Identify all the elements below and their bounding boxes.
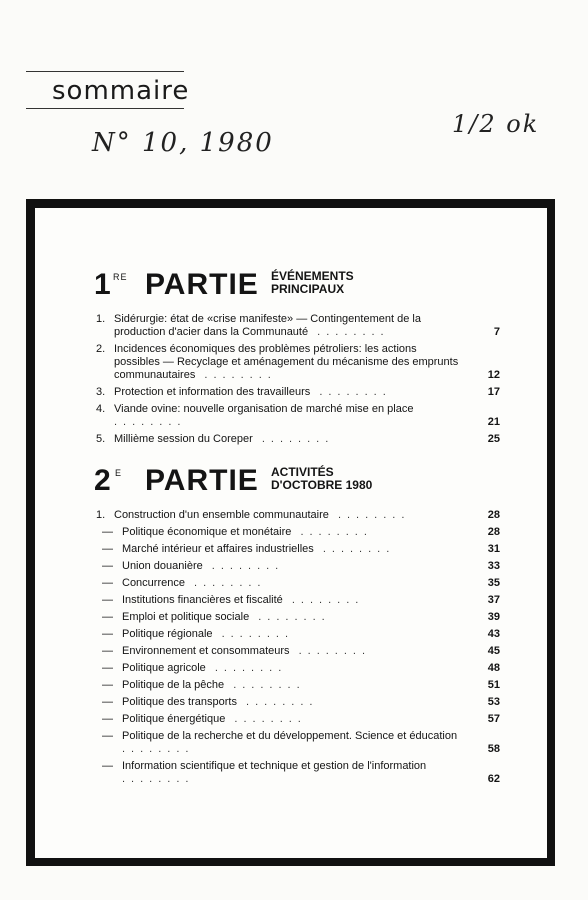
toc-entry-page: 12 [487,369,500,381]
toc-entry-page: 28 [487,509,500,521]
toc-entry-dash: — [102,760,113,772]
toc-entry-page: 39 [487,611,500,623]
toc-entry [96,760,500,786]
leader-dots: ........ [122,743,195,755]
part2-number: 2 [94,464,111,497]
leader-dots: ........ [328,509,411,521]
toc-entry-dash: — [102,577,113,589]
toc-entry-text: Union douanière [122,560,203,572]
toc-entry-page: 37 [487,594,500,606]
part1-subtitle-1: ÉVÉNEMENTS [271,269,354,283]
header-rule-bottom [26,108,184,109]
part1-number-suffix: RE [113,272,128,282]
toc-entry [96,679,500,692]
toc-entry-text: Politique des transports [122,696,237,708]
part2-number-suffix: E [115,468,123,478]
part1-title: PARTIE [145,268,259,301]
toc-entry-page: 25 [487,433,500,445]
handwritten-issue: N° 10, 1980 [92,128,274,158]
toc-entry-number: 5. [96,433,106,445]
leader-dots: ........ [122,773,195,785]
toc-entry [96,386,500,399]
toc-entry-text: Politique régionale [122,628,213,640]
toc-entry-dash: — [102,730,113,742]
toc-entry-page: 21 [487,416,500,428]
toc-entry-text: Politique énergétique [122,713,226,725]
leader-dots: ........ [195,369,277,381]
toc-entry [96,526,500,539]
toc-entry-text: Emploi et politique sociale [122,611,250,623]
toc-entry-text: Politique de la pêche [122,679,225,691]
toc-entry-text: Construction d'un ensemble communautaire [114,509,329,521]
toc-entry-page: 48 [487,662,500,674]
toc-entry-dash: — [102,645,113,657]
toc-entry-dash: — [102,679,113,691]
toc-entry-page: 35 [487,577,500,589]
toc-entry-text: Protection et information des travailleurs [114,386,311,398]
toc-entry [96,713,500,726]
toc-entry-page: 28 [487,526,500,538]
part2-subtitle-1: ACTIVITÉS [271,465,334,479]
toc-entry-dash: — [102,662,113,674]
part1-heading [94,270,414,310]
toc-entry [96,662,500,675]
page-title: sommaire [52,76,190,106]
toc-entry-page: 57 [487,713,500,725]
leader-dots: ........ [212,628,295,640]
leader-dots: ........ [184,577,267,589]
toc-entry [96,628,500,641]
toc-entry-text: Institutions financières et fiscalité [122,594,283,606]
header-rule-top [26,71,184,72]
leader-dots: ........ [310,386,392,398]
toc-entry-page: 58 [487,743,500,755]
toc-entry-page: 31 [487,543,500,555]
toc-entry-dash: — [102,696,113,708]
toc-entry-dash: — [102,594,113,606]
handwritten-note: 1/2 ok [452,110,540,138]
leader-dots: ........ [249,611,331,623]
toc-entry-dash: — [102,611,113,623]
toc-entry-page: 45 [487,645,500,657]
part2-heading [94,466,414,506]
part1-contents [96,313,500,450]
toc-entry [96,543,500,556]
toc-entry-text: Environnement et consommateurs [122,645,290,657]
leader-dots: ........ [225,713,307,725]
toc-entry [96,645,500,658]
leader-dots: ........ [202,560,285,572]
toc-entry-text: Sidérurgie: état de «crise manifeste» — Contingentement de la production d'acier dans la Communauté [114,313,421,338]
toc-entry-page: 51 [487,679,500,691]
toc-entry [96,696,500,709]
leader-dots: ........ [252,433,335,445]
toc-entry-number: 2. [96,343,106,355]
toc-entry [96,509,500,522]
toc-entry-number: 1. [96,313,106,325]
toc-entry-page: 43 [487,628,500,640]
leader-dots: ........ [308,326,390,338]
toc-entry-text: Politique agricole [122,662,206,674]
part1-subtitle-2: PRINCIPAUX [271,282,345,296]
toc-entry-text: Concurrence [122,577,185,589]
leader-dots: ........ [289,645,372,657]
toc-entry-text: Politique économique et monétaire [122,526,292,538]
toc-entry [96,433,500,446]
leader-dots: ........ [291,526,373,538]
part2-subtitle-2: D'OCTOBRE 1980 [271,478,373,492]
toc-entry-page: 33 [487,560,500,572]
leader-dots: ........ [114,416,187,428]
leader-dots: ........ [224,679,306,691]
toc-entry-text: Marché intérieur et affaires industrielles [122,543,314,555]
toc-entry-text: Incidences économiques des problèmes pétroliers: les actions possibles — Recyclage et aménagement du mécanisme des emprunts communautaires [114,343,459,381]
toc-entry-dash: — [102,560,113,572]
toc-entry-dash: — [102,543,113,555]
toc-entry-page: 7 [493,326,500,338]
toc-entry-dash: — [102,713,113,725]
part1-number: 1 [94,268,111,301]
toc-entry-page: 17 [487,386,500,398]
toc-entry-number: 3. [96,386,106,398]
toc-entry [96,343,500,382]
toc-entry-text: Information scientifique et technique et gestion de l'information [122,760,427,772]
toc-entry-dash: — [102,526,113,538]
toc-entry [96,577,500,590]
leader-dots: ........ [205,662,288,674]
toc-entry [96,403,500,429]
toc-entry-dash: — [102,628,113,640]
leader-dots: ........ [236,696,319,708]
toc-entry-number: 4. [96,403,106,415]
toc-entry-text: Millième session du Coreper [114,433,253,445]
toc-entry-text: Viande ovine: nouvelle organisation de marché mise en place [114,403,414,415]
toc-entry [96,611,500,624]
toc-entry [96,730,500,756]
toc-entry [96,560,500,573]
toc-entry-page: 62 [487,773,500,785]
leader-dots: ........ [282,594,365,606]
toc-entry [96,594,500,607]
part2-contents [96,509,500,790]
toc-entry-page: 53 [487,696,500,708]
part2-title: PARTIE [145,464,259,497]
leader-dots: ........ [313,543,396,555]
toc-entry-text: Politique de la recherche et du développement. Science et éducation [122,730,458,742]
toc-entry [96,313,500,339]
toc-entry-number: 1. [96,509,106,521]
